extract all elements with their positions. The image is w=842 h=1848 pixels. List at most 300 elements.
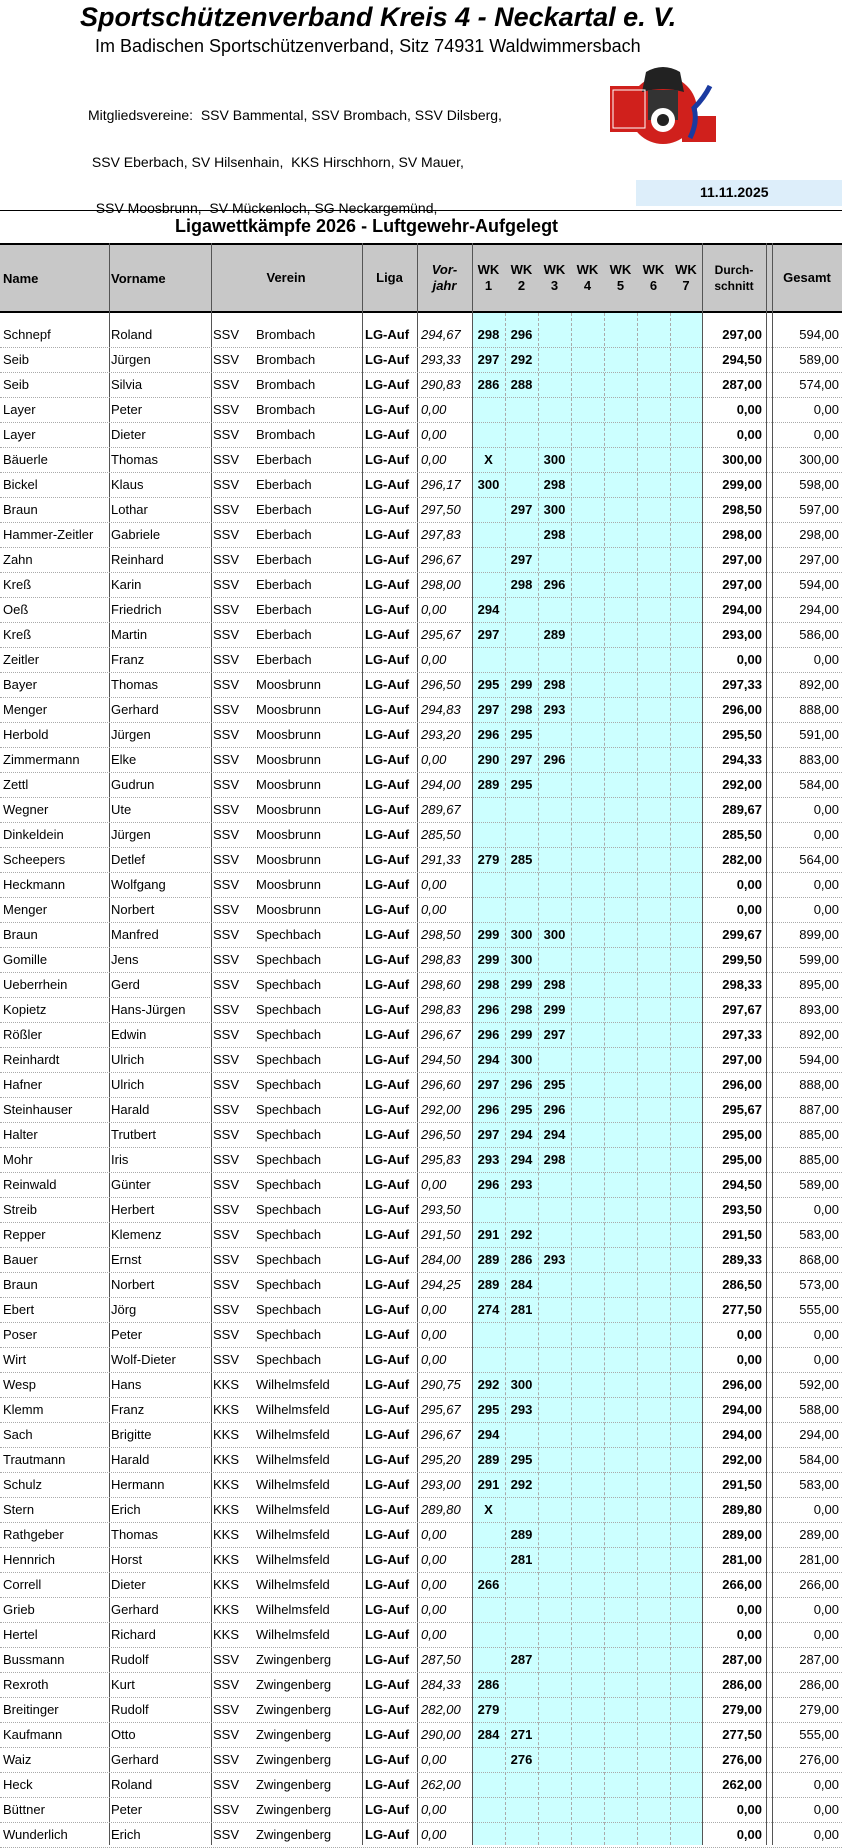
cell-vorjahr: 294,83 [421, 702, 461, 717]
cell-vorjahr: 294,67 [421, 327, 461, 342]
cell-vorname: Silvia [111, 377, 143, 392]
cell-liga: LG-Auf [365, 477, 410, 492]
cell-wk1: 296 [477, 1002, 500, 1017]
cell-vorname: Detlef [111, 852, 145, 867]
cell-name: Wesp [3, 1377, 36, 1392]
cell-durchschnitt: 297,33 [722, 1027, 762, 1042]
table-row [0, 348, 842, 373]
table-row [0, 1398, 842, 1423]
cell-gesamt: 0,00 [813, 827, 839, 842]
cell-name: Poser [3, 1327, 37, 1342]
cell-vorjahr: 296,50 [421, 1127, 461, 1142]
cell-verein-type: KKS [213, 1427, 240, 1442]
cell-liga: LG-Auf [365, 1352, 410, 1367]
cell-liga: LG-Auf [365, 1452, 410, 1467]
cell-verein-type: SSV [213, 1677, 240, 1692]
cell-liga: LG-Auf [365, 1552, 410, 1567]
table-row [0, 1748, 842, 1773]
cell-liga: LG-Auf [365, 1277, 410, 1292]
cell-liga: LG-Auf [365, 1502, 410, 1517]
cell-gesamt: 868,00 [799, 1252, 839, 1267]
cell-durchschnitt: 0,00 [736, 1602, 762, 1617]
table-row [0, 1073, 842, 1098]
table-row [0, 848, 842, 873]
cell-wk3: 298 [543, 677, 566, 692]
cell-gesamt: 0,00 [813, 1502, 839, 1517]
cell-liga: LG-Auf [365, 1327, 410, 1342]
table-row [0, 1023, 842, 1048]
table-row [0, 1498, 842, 1523]
cell-name: Bäuerle [3, 452, 48, 467]
cell-vorname: Rudolf [111, 1652, 149, 1667]
cell-verein-type: SSV [213, 927, 240, 942]
cell-gesamt: 0,00 [813, 1327, 839, 1342]
cell-wk1: 266 [477, 1577, 500, 1592]
cell-liga: LG-Auf [365, 802, 410, 817]
cell-wk1: X [484, 1502, 493, 1517]
cell-vorname: Wolf-Dieter [111, 1352, 176, 1367]
cell-wk1: 284 [477, 1727, 500, 1742]
cell-liga: LG-Auf [365, 1577, 410, 1592]
cell-durchschnitt: 289,80 [722, 1502, 762, 1517]
cell-verein-type: SSV [213, 1002, 240, 1017]
cell-wk1: 299 [477, 927, 500, 942]
cell-wk1: 286 [477, 377, 500, 392]
cell-vorjahr: 0,00 [421, 1177, 447, 1192]
cell-name: Klemm [3, 1402, 44, 1417]
cell-wk2: 297 [510, 752, 533, 767]
cell-verein-type: SSV [213, 627, 240, 642]
cell-durchschnitt: 297,00 [722, 327, 762, 342]
table-row [0, 723, 842, 748]
cell-gesamt: 0,00 [813, 402, 839, 417]
cell-name: Schnepf [3, 327, 51, 342]
cell-verein-type: SSV [213, 327, 240, 342]
cell-name: Trautmann [3, 1452, 66, 1467]
table-row [0, 448, 842, 473]
cell-gesamt: 555,00 [799, 1302, 839, 1317]
cell-durchschnitt: 296,00 [722, 1377, 762, 1392]
cell-verein-ort: Eberbach [256, 577, 312, 592]
cell-verein-type: SSV [213, 977, 240, 992]
cell-vorjahr: 292,00 [421, 1102, 461, 1117]
cell-name: Repper [3, 1227, 46, 1242]
cell-verein-ort: Wilhelmsfeld [256, 1577, 330, 1592]
cell-vorjahr: 0,00 [421, 752, 447, 767]
cell-name: Bayer [3, 677, 37, 692]
cell-wk3: 293 [543, 1252, 566, 1267]
member-clubs-line: SSV Eberbach, SV Hilsenhain, KKS Hirschhorn, SV Mauer, [88, 153, 464, 170]
table-row [0, 323, 842, 348]
cell-verein-type: KKS [213, 1377, 240, 1392]
cell-gesamt: 591,00 [799, 727, 839, 742]
cell-verein-ort: Spechbach [256, 927, 322, 942]
cell-wk3: 296 [543, 577, 566, 592]
cell-vorjahr: 295,20 [421, 1452, 461, 1467]
cell-vorname: Gerhard [111, 1602, 159, 1617]
cell-verein-type: SSV [213, 1702, 240, 1717]
cell-liga: LG-Auf [365, 1802, 410, 1817]
cell-wk1: 298 [477, 327, 500, 342]
cell-gesamt: 893,00 [799, 1002, 839, 1017]
cell-vorjahr: 294,50 [421, 1052, 461, 1067]
cell-wk1: 291 [477, 1227, 500, 1242]
cell-durchschnitt: 266,00 [722, 1577, 762, 1592]
cell-verein-ort: Spechbach [256, 1277, 322, 1292]
logo-eagle-top [642, 67, 684, 92]
cell-verein-ort: Moosbrunn [256, 727, 322, 742]
cell-vorjahr: 293,50 [421, 1202, 461, 1217]
cell-durchschnitt: 294,33 [722, 752, 762, 767]
column-header-verein: Verein [266, 270, 306, 285]
cell-wk2: 288 [510, 377, 533, 392]
cell-verein-type: SSV [213, 1027, 240, 1042]
cell-durchschnitt: 282,00 [722, 852, 762, 867]
cell-durchschnitt: 295,00 [722, 1127, 762, 1142]
cell-vorname: Brigitte [111, 1427, 152, 1442]
cell-liga: LG-Auf [365, 752, 410, 767]
cell-liga: LG-Auf [365, 1527, 410, 1542]
cell-vorname: Klemenz [111, 1227, 162, 1242]
table-row [0, 1598, 842, 1623]
cell-verein-ort: Moosbrunn [256, 902, 322, 917]
cell-verein-type: SSV [213, 352, 240, 367]
cell-verein-type: SSV [213, 1202, 240, 1217]
cell-name: Correll [3, 1577, 42, 1592]
cell-gesamt: 583,00 [799, 1227, 839, 1242]
cell-wk3: 293 [543, 702, 566, 717]
column-header-gesamt: Gesamt [783, 270, 831, 285]
column-header-wk2: WK 2 [510, 262, 533, 293]
cell-wk2: 281 [510, 1302, 533, 1317]
cell-liga: LG-Auf [365, 1052, 410, 1067]
cell-verein-ort: Wilhelmsfeld [256, 1527, 330, 1542]
cell-durchschnitt: 299,50 [722, 952, 762, 967]
cell-name: Zimmermann [3, 752, 80, 767]
cell-name: Layer [3, 402, 36, 417]
cell-durchschnitt: 294,00 [722, 602, 762, 617]
cell-wk3: 298 [543, 977, 566, 992]
cell-vorjahr: 293,00 [421, 1477, 461, 1492]
cell-vorname: Dieter [111, 427, 146, 442]
table-row [0, 398, 842, 423]
cell-verein-ort: Brombach [256, 352, 316, 367]
cell-wk3: 296 [543, 752, 566, 767]
cell-vorjahr: 290,00 [421, 1727, 461, 1742]
table-row [0, 1248, 842, 1273]
cell-verein-ort: Spechbach [256, 1252, 322, 1267]
cell-durchschnitt: 296,00 [722, 1077, 762, 1092]
cell-vorname: Iris [111, 1152, 129, 1167]
cell-durchschnitt: 281,00 [722, 1552, 762, 1567]
cell-vorname: Lothar [111, 502, 148, 517]
cell-verein-ort: Wilhelmsfeld [256, 1602, 330, 1617]
cell-name: Hafner [3, 1077, 43, 1092]
cell-name: Hertel [3, 1627, 38, 1642]
cell-verein-type: SSV [213, 1827, 240, 1842]
cell-wk3: 300 [543, 502, 566, 517]
cell-gesamt: 281,00 [799, 1552, 839, 1567]
cell-wk1: 290 [477, 752, 500, 767]
cell-wk1: 298 [477, 977, 500, 992]
cell-name: Ebert [3, 1302, 35, 1317]
cell-name: Seib [3, 352, 30, 367]
cell-vorjahr: 0,00 [421, 1602, 447, 1617]
cell-durchschnitt: 297,00 [722, 552, 762, 567]
cell-wk2: 300 [510, 952, 533, 967]
cell-durchschnitt: 299,00 [722, 477, 762, 492]
cell-gesamt: 598,00 [799, 477, 839, 492]
table-row [0, 798, 842, 823]
cell-name: Zeitler [3, 652, 40, 667]
cell-wk1: 294 [477, 602, 500, 617]
cell-verein-type: SSV [213, 952, 240, 967]
cell-vorname: Manfred [111, 927, 159, 942]
cell-name: Zahn [3, 552, 33, 567]
cell-verein-ort: Wilhelmsfeld [256, 1377, 330, 1392]
cell-name: Kaufmann [3, 1727, 63, 1742]
cell-vorjahr: 293,33 [421, 352, 461, 367]
cell-vorname: Elke [111, 752, 137, 767]
cell-vorjahr: 298,60 [421, 977, 461, 992]
cell-wk2: 295 [510, 1452, 533, 1467]
cell-vorjahr: 0,00 [421, 1552, 447, 1567]
cell-durchschnitt: 286,50 [722, 1277, 762, 1292]
cell-liga: LG-Auf [365, 327, 410, 342]
column-header-wk5: WK 5 [609, 262, 632, 293]
table-row [0, 1723, 842, 1748]
cell-verein-ort: Wilhelmsfeld [256, 1552, 330, 1567]
cell-verein-type: SSV [213, 652, 240, 667]
cell-vorname: Gerhard [111, 1752, 159, 1767]
cell-gesamt: 885,00 [799, 1152, 839, 1167]
cell-gesamt: 899,00 [799, 927, 839, 942]
cell-name: Kreß [3, 577, 32, 592]
cell-wk2: 284 [510, 1277, 533, 1292]
document-title: Sportschützenverband Kreis 4 - Neckartal e. V. [80, 2, 677, 32]
cell-vorjahr: 0,00 [421, 1352, 447, 1367]
cell-vorjahr: 287,50 [421, 1652, 461, 1667]
cell-liga: LG-Auf [365, 1227, 410, 1242]
cell-wk1: 289 [477, 1277, 500, 1292]
cell-durchschnitt: 294,00 [722, 1402, 762, 1417]
cell-wk1: 295 [477, 677, 500, 692]
cell-vorjahr: 0,00 [421, 427, 447, 442]
cell-wk1: 294 [477, 1427, 500, 1442]
cell-gesamt: 592,00 [799, 1377, 839, 1392]
cell-gesamt: 564,00 [799, 852, 839, 867]
cell-vorjahr: 289,80 [421, 1502, 461, 1517]
cell-durchschnitt: 0,00 [736, 1802, 762, 1817]
cell-vorjahr: 293,20 [421, 727, 461, 742]
cell-verein-ort: Brombach [256, 402, 316, 417]
cell-wk3: 297 [543, 1027, 566, 1042]
cell-wk3: 289 [543, 627, 566, 642]
cell-name: Gomille [3, 952, 48, 967]
cell-wk1: 297 [477, 1127, 500, 1142]
cell-wk2: 299 [510, 1027, 533, 1042]
column-header-vorname: Vorname [111, 270, 166, 286]
cell-durchschnitt: 300,00 [722, 452, 762, 467]
cell-verein-type: SSV [213, 827, 240, 842]
cell-vorname: Peter [111, 1327, 143, 1342]
cell-verein-type: SSV [213, 602, 240, 617]
cell-vorjahr: 291,50 [421, 1227, 461, 1242]
cell-verein-ort: Spechbach [256, 1202, 322, 1217]
cell-vorname: Jürgen [111, 827, 151, 842]
table-row [0, 1773, 842, 1798]
cell-name: Wunderlich [3, 1827, 68, 1842]
cell-vorjahr: 289,67 [421, 802, 461, 817]
cell-verein-type: SSV [213, 427, 240, 442]
cell-gesamt: 0,00 [813, 427, 839, 442]
cell-verein-type: SSV [213, 527, 240, 542]
column-header-wk6: WK 6 [642, 262, 665, 293]
cell-wk1: 296 [477, 1102, 500, 1117]
cell-durchschnitt: 0,00 [736, 902, 762, 917]
cell-durchschnitt: 298,50 [722, 502, 762, 517]
cell-name: Breitinger [3, 1702, 59, 1717]
cell-verein-ort: Zwingenberg [256, 1677, 332, 1692]
cell-gesamt: 892,00 [799, 1027, 839, 1042]
cell-verein-type: SSV [213, 802, 240, 817]
cell-vorjahr: 0,00 [421, 1302, 447, 1317]
column-header-wk1: WK 1 [477, 262, 500, 293]
cell-wk1: 294 [477, 1052, 500, 1067]
cell-durchschnitt: 262,00 [722, 1777, 762, 1792]
cell-vorname: Kurt [111, 1677, 135, 1692]
cell-wk1: 297 [477, 1077, 500, 1092]
cell-vorjahr: 284,33 [421, 1677, 461, 1692]
cell-vorjahr: 0,00 [421, 652, 447, 667]
table-row [0, 773, 842, 798]
cell-liga: LG-Auf [365, 1152, 410, 1167]
cell-vorjahr: 295,67 [421, 1402, 461, 1417]
cell-verein-ort: Eberbach [256, 477, 312, 492]
cell-vorjahr: 0,00 [421, 1577, 447, 1592]
cell-vorname: Thomas [111, 1527, 158, 1542]
cell-name: Braun [3, 1277, 38, 1292]
cell-verein-type: SSV [213, 1127, 240, 1142]
cell-wk2: 292 [510, 352, 533, 367]
column-header-wk3: WK 3 [543, 262, 566, 293]
association-logo-icon [608, 62, 736, 152]
table-row [0, 873, 842, 898]
cell-verein-type: KKS [213, 1477, 240, 1492]
cell-name: Reinhardt [3, 1052, 60, 1067]
cell-verein-type: SSV [213, 452, 240, 467]
cell-vorjahr: 298,00 [421, 577, 461, 592]
cell-gesamt: 294,00 [799, 602, 839, 617]
cell-durchschnitt: 299,67 [722, 927, 762, 942]
cell-verein-type: SSV [213, 752, 240, 767]
cell-durchschnitt: 287,00 [722, 1652, 762, 1667]
cell-vorname: Günter [111, 1177, 151, 1192]
cell-verein-type: SSV [213, 477, 240, 492]
cell-wk3: 298 [543, 1152, 566, 1167]
cell-name: Waiz [3, 1752, 32, 1767]
cell-vorjahr: 296,67 [421, 1027, 461, 1042]
cell-verein-ort: Zwingenberg [256, 1827, 332, 1842]
cell-liga: LG-Auf [365, 1027, 410, 1042]
cell-liga: LG-Auf [365, 1727, 410, 1742]
cell-vorname: Klaus [111, 477, 144, 492]
table-row [0, 1673, 842, 1698]
cell-gesamt: 573,00 [799, 1277, 839, 1292]
table-row [0, 598, 842, 623]
cell-wk3: 298 [543, 477, 566, 492]
cell-name: Layer [3, 427, 36, 442]
cell-name: Heck [3, 1777, 33, 1792]
cell-wk2: 295 [510, 727, 533, 742]
cell-verein-ort: Wilhelmsfeld [256, 1627, 330, 1642]
cell-verein-type: SSV [213, 702, 240, 717]
cell-vorjahr: 0,00 [421, 1802, 447, 1817]
cell-wk1: 297 [477, 352, 500, 367]
cell-vorname: Harald [111, 1102, 150, 1117]
cell-verein-ort: Spechbach [256, 1302, 322, 1317]
cell-vorjahr: 291,33 [421, 852, 461, 867]
cell-verein-type: SSV [213, 1727, 240, 1742]
cell-vorname: Thomas [111, 452, 158, 467]
cell-liga: LG-Auf [365, 452, 410, 467]
cell-name: Mohr [3, 1152, 33, 1167]
table-row [0, 548, 842, 573]
cell-liga: LG-Auf [365, 1777, 410, 1792]
table-row [0, 1198, 842, 1223]
cell-vorjahr: 296,60 [421, 1077, 461, 1092]
cell-durchschnitt: 277,50 [722, 1727, 762, 1742]
cell-durchschnitt: 279,00 [722, 1702, 762, 1717]
table-row [0, 748, 842, 773]
cell-wk1: 279 [477, 852, 500, 867]
cell-liga: LG-Auf [365, 777, 410, 792]
cell-wk1: 289 [477, 777, 500, 792]
cell-vorjahr: 0,00 [421, 452, 447, 467]
cell-verein-ort: Moosbrunn [256, 877, 322, 892]
cell-verein-type: SSV [213, 902, 240, 917]
table-row [0, 923, 842, 948]
cell-wk2: 292 [510, 1477, 533, 1492]
cell-wk2: 299 [510, 977, 533, 992]
cell-vorjahr: 0,00 [421, 602, 447, 617]
cell-liga: LG-Auf [365, 427, 410, 442]
cell-verein-ort: Wilhelmsfeld [256, 1502, 330, 1517]
cell-verein-type: SSV [213, 1102, 240, 1117]
cell-liga: LG-Auf [365, 1627, 410, 1642]
cell-vorname: Peter [111, 402, 143, 417]
cell-vorjahr: 294,00 [421, 777, 461, 792]
cell-verein-ort: Eberbach [256, 602, 312, 617]
cell-gesamt: 584,00 [799, 777, 839, 792]
cell-liga: LG-Auf [365, 702, 410, 717]
cell-wk2: 300 [510, 1377, 533, 1392]
table-row [0, 1148, 842, 1173]
cell-gesamt: 574,00 [799, 377, 839, 392]
cell-durchschnitt: 297,33 [722, 677, 762, 692]
header-divider [0, 210, 842, 211]
cell-name: Rößler [3, 1027, 43, 1042]
cell-gesamt: 895,00 [799, 977, 839, 992]
cell-durchschnitt: 0,00 [736, 1827, 762, 1842]
cell-verein-ort: Eberbach [256, 452, 312, 467]
cell-vorname: Horst [111, 1552, 143, 1567]
table-row [0, 1823, 842, 1848]
table-row [0, 1373, 842, 1398]
cell-vorname: Gabriele [111, 527, 161, 542]
cell-verein-ort: Brombach [256, 427, 316, 442]
cell-gesamt: 594,00 [799, 577, 839, 592]
